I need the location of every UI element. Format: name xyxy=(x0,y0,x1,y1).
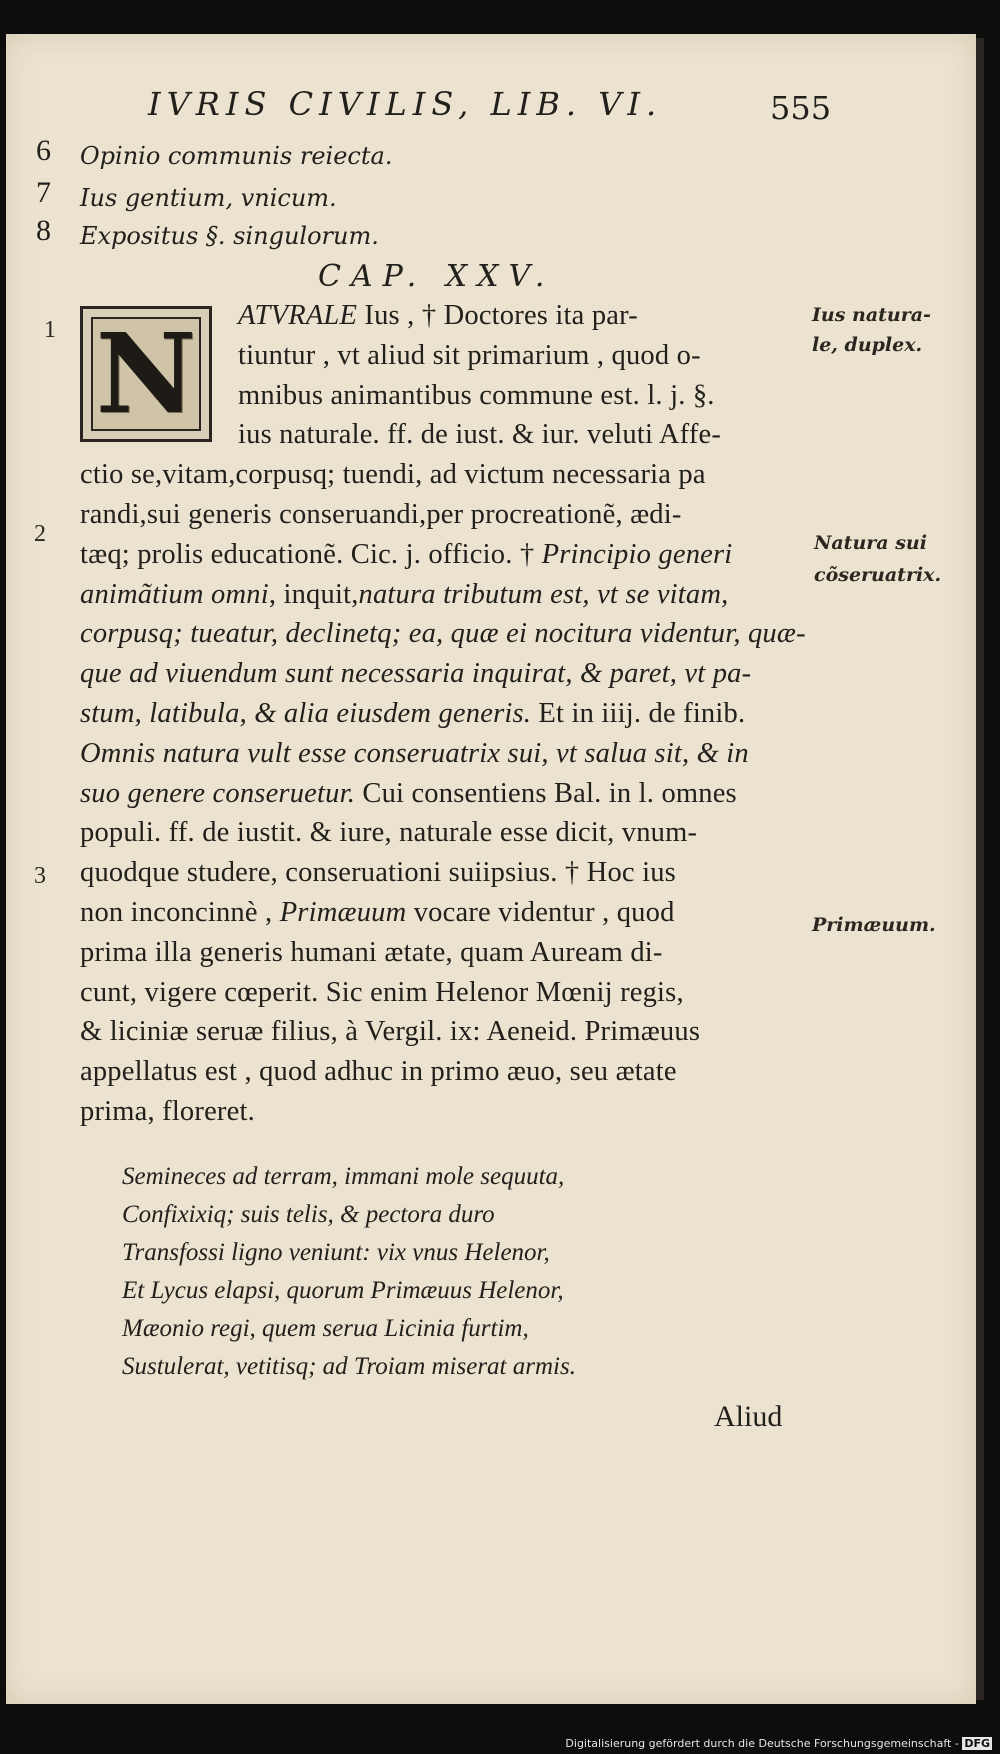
italic-segment: animãtium omni xyxy=(80,578,269,610)
chapter-heading: CAP. XXV. xyxy=(318,259,555,294)
margin-number: 2 xyxy=(34,521,46,547)
body-line xyxy=(80,936,663,968)
body-line xyxy=(80,501,682,530)
footer-credit xyxy=(565,1737,992,1750)
toc-entry: Ius gentium, vnicum. xyxy=(80,184,337,212)
marginal-note: Ius natura- xyxy=(812,304,931,326)
italic-segment: stum, latibula, & alia eiusdem generis. xyxy=(80,698,532,729)
text-segment: prima illa generis humani ætate, quam Auream di- xyxy=(80,936,663,968)
verse-line: Semineces ad terram, immani mole sequuta, xyxy=(122,1163,565,1190)
dfg-logo: DFG xyxy=(964,1737,990,1750)
text-segment: , inquit, xyxy=(268,578,359,610)
italic-segment: natura tributum est, vt se vitam, xyxy=(358,578,729,610)
text-segment: populi. ff. de iustit. & iure, naturale esse dicit, vnum- xyxy=(80,817,698,849)
text-segment: ius naturale. ff. de iust. & iur. veluti Affe- xyxy=(238,419,722,451)
italic-segment: suo genere conseruetur. xyxy=(80,777,356,809)
toc-number: 7 xyxy=(36,176,51,209)
text-segment: non inconcinnè , xyxy=(80,897,280,928)
text-segment: quodque studere, conseruationi suiipsius. † Hoc ius xyxy=(80,857,676,889)
text-segment: Cui consentiens Bal. in l. omnes xyxy=(355,777,737,809)
text-segment: randi,sui generis conseruandi,per procreationẽ, ædi- xyxy=(80,499,682,530)
body-line xyxy=(80,1098,255,1127)
text-segment: cunt, vigere cœperit. Sic enim Helenor Mœnij regis, xyxy=(80,976,684,1008)
body-line xyxy=(80,859,676,888)
toc-number: 6 xyxy=(36,134,51,167)
verse-line: Transfossi ligno veniunt: vix vnus Helenor, xyxy=(122,1239,550,1266)
body-line xyxy=(80,620,806,649)
italic-segment: ATVRALE xyxy=(238,300,358,331)
text-segment: mnibus animantibus commune est. l. j. §. xyxy=(238,379,715,411)
text-segment: vocare videntur , quod xyxy=(406,897,675,928)
body-line xyxy=(238,339,701,371)
text-segment: prima, floreret. xyxy=(80,1096,255,1127)
text-segment: Ius , † Doctores ita par- xyxy=(357,300,638,331)
body-line xyxy=(80,819,697,848)
initial-letter: N xyxy=(95,309,197,438)
verse-line: Et Lycus elapsi, quorum Primæuus Helenor, xyxy=(122,1277,564,1304)
body-line xyxy=(80,737,749,769)
body-line xyxy=(80,976,684,1008)
page-edge xyxy=(976,38,984,1700)
text-segment: Et in iiij. de finib. xyxy=(531,698,746,729)
marginal-note: cõseruatrix. xyxy=(814,564,942,586)
body-line xyxy=(80,1058,677,1087)
italic-segment: Omnis natura vult esse conseruatrix sui, vt salua sit, & in xyxy=(80,737,749,769)
body-line xyxy=(80,700,745,729)
body-line xyxy=(238,379,715,411)
italic-segment: Principio generi xyxy=(541,538,733,570)
toc-entry: Opinio communis reiecta. xyxy=(80,142,393,170)
marginal-note: Primæuum. xyxy=(812,914,936,936)
catchword: Aliud xyxy=(714,1400,783,1433)
text-segment: ctio se,vitam,corpusq; tuendi, ad victum necessaria pa xyxy=(80,459,706,491)
body-line xyxy=(80,660,751,689)
italic-segment: corpusq; tueatur, declinetq; ea, quæ ei nocitura videntur, quæ- xyxy=(80,618,806,650)
italic-segment: Primæuum xyxy=(279,897,407,928)
margin-number: 3 xyxy=(34,863,46,889)
verse-line: Confixixiq; suis telis, & pectora duro xyxy=(122,1201,495,1228)
text-segment: tiuntur , vt aliud sit primarium , quod o- xyxy=(238,339,701,371)
body-line xyxy=(80,461,706,490)
running-title: IVRIS CIVILIS, LIB. VI. xyxy=(148,85,663,123)
decorated-initial xyxy=(80,306,212,442)
marginal-note: Natura sui xyxy=(814,532,927,554)
page-number: 555 xyxy=(770,89,832,127)
body-line xyxy=(80,538,733,570)
text-segment: tæq; prolis educationẽ. Cic. j. officio. † xyxy=(80,538,542,570)
body-line xyxy=(238,421,721,450)
body-line xyxy=(80,777,737,809)
marginal-note: le, duplex. xyxy=(812,334,923,356)
verse-line: Mæonio regi, quem serua Licinia furtim, xyxy=(122,1315,529,1342)
body-line xyxy=(238,302,638,331)
verse-line: Sustulerat, vetitisq; ad Troiam miserat armis. xyxy=(122,1353,576,1380)
italic-segment: que ad viuendum sunt necessaria inquirat, & paret, vt pa- xyxy=(80,658,752,690)
body-line xyxy=(80,578,729,610)
toc-entry: Expositus §. singulorum. xyxy=(80,222,379,250)
text-segment: appellatus est , quod adhuc in primo æuo, seu ætate xyxy=(80,1056,677,1088)
body-line xyxy=(80,899,675,928)
body-line xyxy=(80,1018,700,1047)
text-segment: & liciniæ seruæ filius, à Vergil. ix: Aeneid. Primæuus xyxy=(80,1016,701,1048)
toc-number: 8 xyxy=(36,214,51,247)
margin-number: 1 xyxy=(44,317,56,343)
footer-text: Digitalisierung gefördert durch die Deutsche Forschungsgemeinschaft - xyxy=(565,1737,963,1750)
